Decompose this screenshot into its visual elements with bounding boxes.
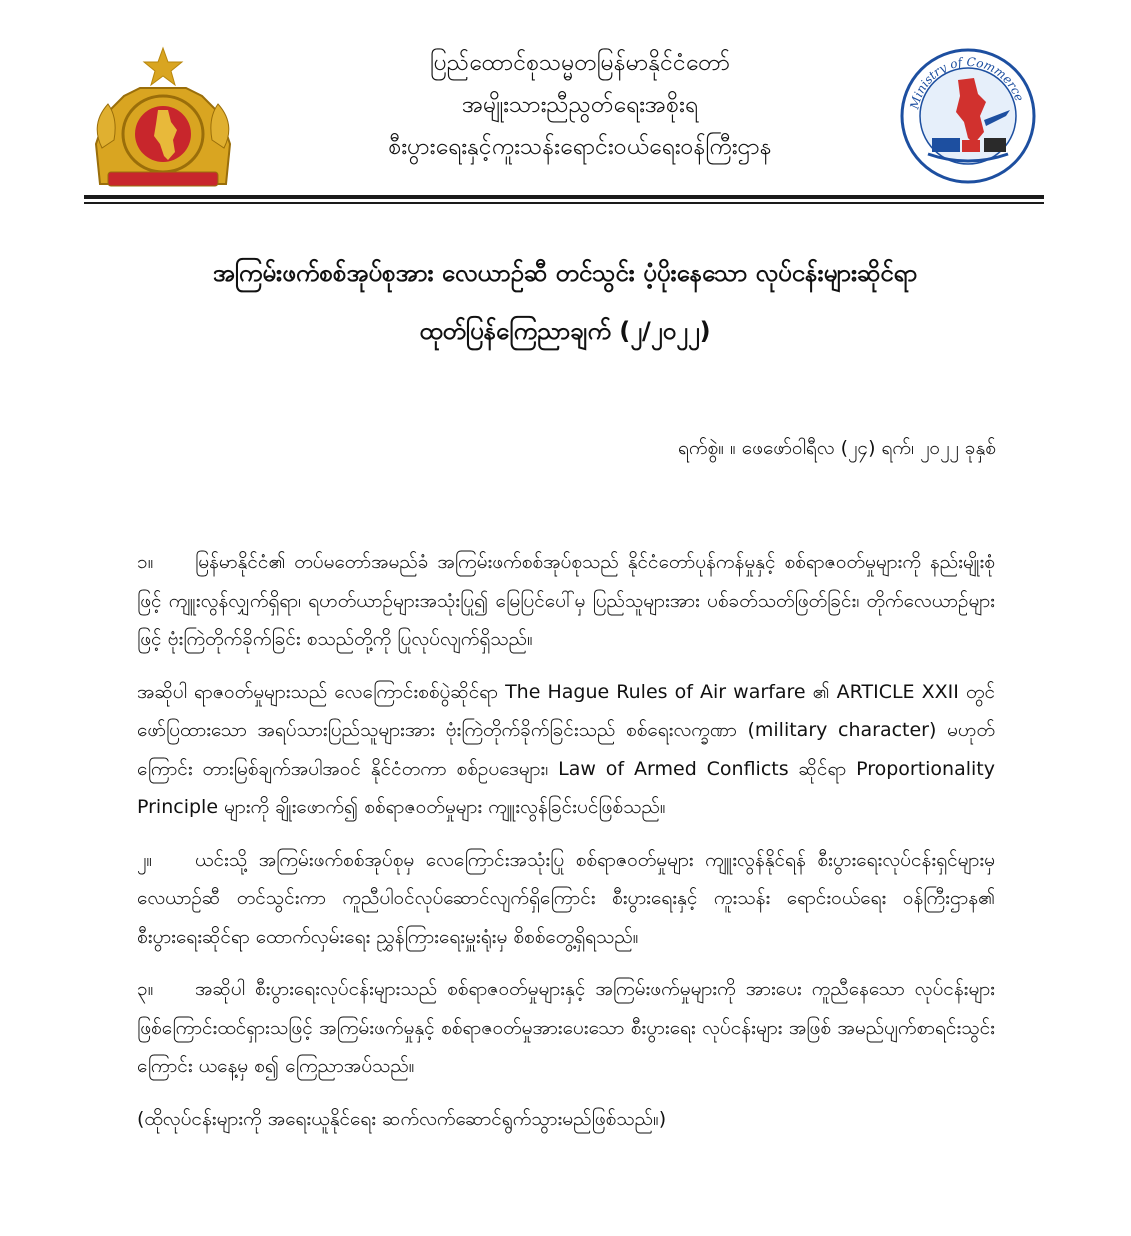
statement-body <box>137 543 995 1152</box>
logo-ring-text: Ministry of Commerce <box>907 54 1027 111</box>
header-line-country: ပြည်ထောင်စုသမ္မတမြန်မာနိုင်ငံတော် <box>429 50 731 76</box>
paragraph-3 <box>137 970 995 1086</box>
header-line-government: အမျိုးသားညီညွတ်ရေးအစိုးရ <box>461 92 699 118</box>
header-line-ministry: စီးပွားရေးနှင့်ကူးသန်းရောင်းဝယ်ရေးဝန်ကြီးဌာန <box>388 134 772 160</box>
paragraph-text: အဆိုပါ ရာဇဝတ်မှုများသည် လေကြောင်းစစ်ပွဲဆိုင်ရာ The Hague Rules of Air warfare ၏ ARTICLE XXII တွင် ဖော်ပြထားသော အရပ်သားပြည်သူများအား ဗုံးကြဲတိုက်ခိုက်ခြင်းသည် စစ်ရေးလက္ခဏာ (military character) မဟုတ်ကြောင်း တားမြစ်ချက်အပါအဝင် နိုင်ငံတကာ စစ်ဥပဒေများ၊ Law of Armed Conflicts ဆိုင်ရာ Proportionality Principle များကို ချိုးဖောက်၍ စစ်ရာဇဝတ်မှုများ ကျူးလွန်ခြင်းပင်ဖြစ်သည်။ <box>137 680 995 818</box>
header-rule-thick <box>84 195 1044 199</box>
title-line-2: ထုတ်ပြန်ကြေညာချက် (၂/၂၀၂၂) <box>419 317 711 345</box>
header-rule-thin <box>84 202 1044 204</box>
paragraph-text: အဆိုပါ စီးပွားရေးလုပ်ငန်းများသည် စစ်ရာဇဝတ်မှုများနှင့် အကြမ်းဖက်မှုများကို အားပေး ကူညီနေသော လုပ်ငန်းများဖြစ်ကြောင်းထင်ရှားသဖြင့် အကြမ်းဖက်မှုနှင့် စစ်ရာဇဝတ်မှုအားပေးသော စီးပွားရေး လုပ်ငန်းများ အဖြစ် အမည်ပျက်စာရင်းသွင်းကြောင်း ယနေ့မှ စ၍ ကြေညာအပ်သည်။ <box>137 978 995 1077</box>
closing-note <box>137 1100 995 1139</box>
paragraph-text: မြန်မာနိုင်ငံ၏ တပ်မတော်အမည်ခံ အကြမ်းဖက်စစ်အုပ်စုသည် နိုင်ငံတော်ပုန်ကန်မှုနှင့် စစ်ရာဇဝတ်မှုများကို နည်းမျိုးစုံဖြင့် ကျူးလွန်လျှက်ရှိရာ၊ ရဟတ်ယာဉ်များအသုံးပြု၍ မြေပြင်ပေါ်မှ ပြည်သူများအား ပစ်ခတ်သတ်ဖြတ်ခြင်း၊ တိုက်လေယာဉ်များဖြင့် ဗုံးကြဲတိုက်ခိုက်ခြင်း စသည်တို့ကို ပြုလုပ်လျက်ရှိသည်။ <box>137 551 995 650</box>
paragraph-1 <box>137 543 995 659</box>
paragraph-text: ယင်းသို့ အကြမ်းဖက်စစ်အုပ်စုမှ လေကြောင်းအသုံးပြု စစ်ရာဇဝတ်မှုများ ကျူးလွန်နိုင်ရန် စီးပွားရေးလုပ်ငန်းရှင်များမှ လေယာဉ်ဆီ တင်သွင်းကာ ကူညီပါဝင်လုပ်ဆောင်လျက်ရှိကြောင်း စီးပွားရေးနှင့် ကူးသန်း ရောင်းဝယ်ရေး ဝန်ကြီးဌာန၏ စီးပွားရေးဆိုင်ရာ ထောက်လှမ်းရေး ညွှန်ကြားရေးမှူးရုံးမှ စိစစ်တွေ့ရှိရသည်။ <box>137 848 995 948</box>
paragraph-text: (ထိုလုပ်ငန်းများကို အရေးယူနိုင်ရေး ဆက်လက်ဆောင်ရွက်သွားမည်ဖြစ်သည်။) <box>137 1107 667 1130</box>
ministry-header <box>300 42 860 168</box>
statement-date: ရက်စွဲ။ ။ ဖေဖော်ဝါရီလ (၂၄) ရက်၊ ၂၀၂၂ ခုနှစ် <box>678 437 996 459</box>
state-seal-emblem <box>78 44 248 192</box>
paragraph-number: ၂။ <box>137 848 153 871</box>
paragraph-number: ၃။ <box>137 978 154 1000</box>
ministry-of-commerce-logo <box>898 46 1038 186</box>
paragraph-number: ၁။ <box>137 551 154 573</box>
title-line-1: အကြမ်းဖက်စစ်အုပ်စုအား လေယာဉ်ဆီ တင်သွင်း ပံ့ပိုးနေသော လုပ်ငန်းများဆိုင်ရာ <box>212 259 918 287</box>
paragraph-1-continued <box>137 673 995 827</box>
statement-title <box>120 244 1010 360</box>
paragraph-2 <box>137 841 995 957</box>
